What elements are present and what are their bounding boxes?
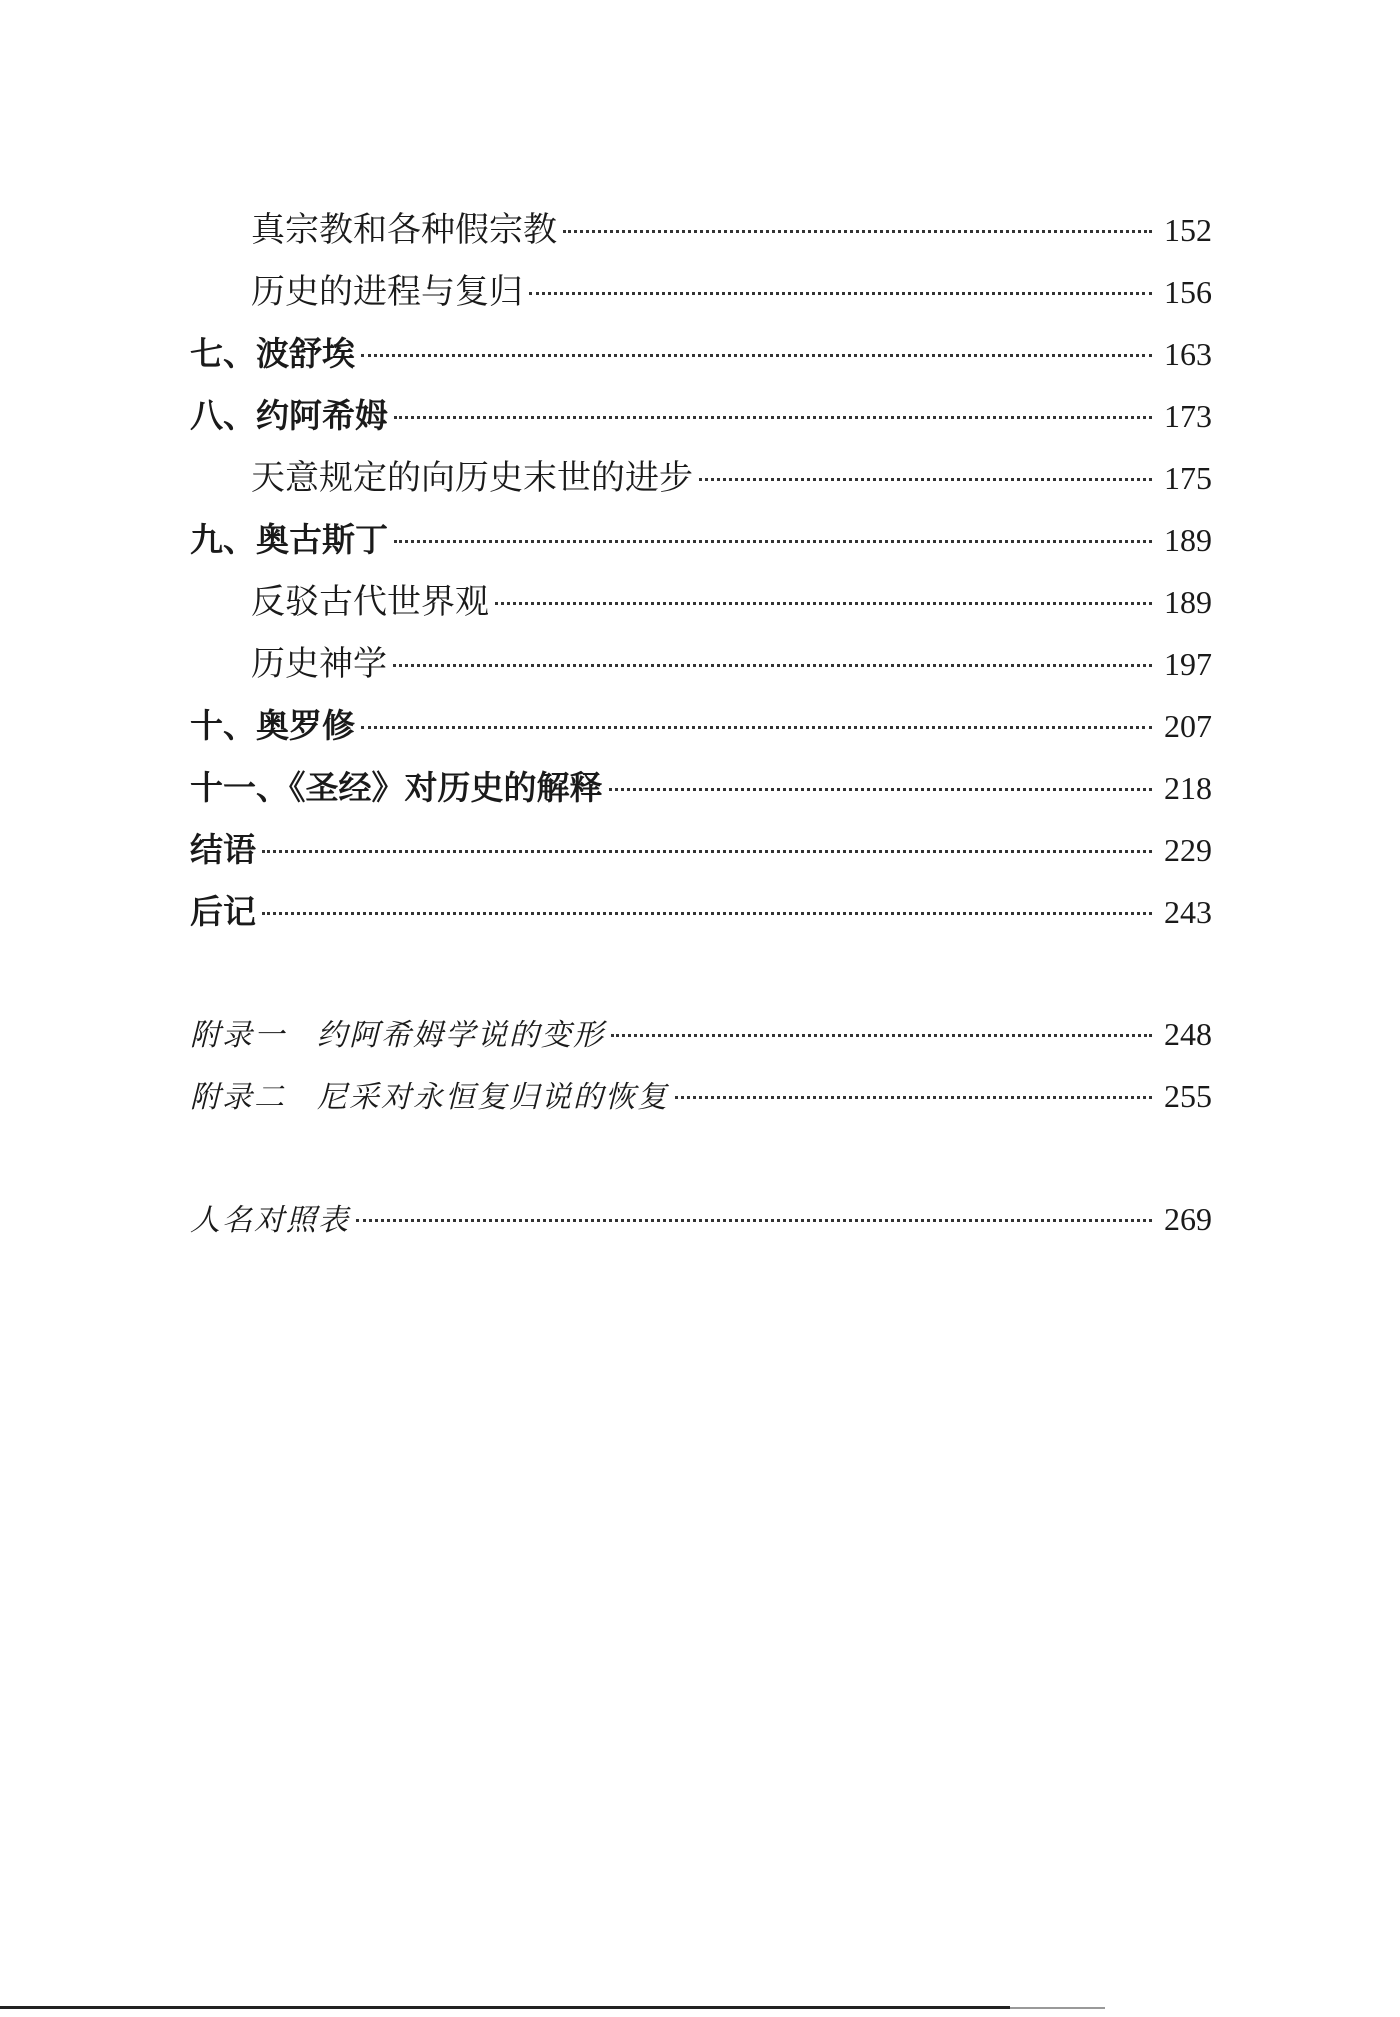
toc-main-list	[190, 199, 1212, 943]
dot-leader	[361, 354, 1152, 357]
toc-entry-page: 218	[1164, 770, 1212, 806]
toc-entry-title: 后记	[190, 892, 256, 931]
toc-entry-page: 243	[1164, 894, 1212, 930]
dot-leader	[394, 540, 1152, 543]
dot-leader	[609, 788, 1153, 791]
appendix-title: 尼采对永恒复归说的恢复	[317, 1080, 669, 1115]
toc-appendix-entry[interactable]	[190, 1003, 1212, 1065]
toc-entry-page: 248	[1164, 1016, 1212, 1052]
appendix-label: 附录二	[190, 1080, 286, 1115]
dot-leader	[611, 1034, 1152, 1037]
toc-entry[interactable]	[190, 757, 1212, 819]
dot-leader	[394, 416, 1152, 419]
toc-entry[interactable]	[190, 447, 1212, 509]
toc-appendix-list	[190, 1003, 1212, 1127]
toc-entry-title: 七、波舒埃	[190, 334, 355, 373]
toc-entry[interactable]	[190, 199, 1212, 261]
toc-entry-page: 156	[1164, 274, 1212, 310]
toc-entry-page: 207	[1164, 708, 1212, 744]
toc-entry-title: 反驳古代世界观	[251, 582, 489, 622]
toc-entry-title: 历史的进程与复归	[251, 272, 523, 312]
dot-leader	[529, 292, 1152, 295]
toc-entry-page: 189	[1164, 584, 1212, 620]
toc-index-list	[190, 1188, 1212, 1250]
toc-entry[interactable]	[190, 633, 1212, 695]
toc-entry[interactable]	[190, 261, 1212, 323]
bottom-rule	[0, 2006, 1010, 2009]
appendix-label: 附录一	[190, 1018, 286, 1053]
toc-entry-page: 163	[1164, 336, 1212, 372]
bottom-rule-tail	[1010, 2007, 1105, 2009]
toc-entry[interactable]	[190, 385, 1212, 447]
toc-entry-title: 十一、《圣经》对历史的解释	[190, 768, 603, 807]
toc-entry-title: 结语	[190, 830, 256, 869]
toc-entry[interactable]	[190, 509, 1212, 571]
toc-entry-title: 九、奥古斯丁	[190, 520, 388, 559]
toc-entry-title: 人名对照表	[190, 1203, 350, 1238]
toc-appendix-entry[interactable]	[190, 1065, 1212, 1127]
toc-entry-page: 269	[1164, 1201, 1212, 1237]
toc-entry[interactable]	[190, 881, 1212, 943]
toc-entry-page: 152	[1164, 212, 1212, 248]
dot-leader	[675, 1096, 1152, 1099]
toc-entry[interactable]	[190, 819, 1212, 881]
dot-leader	[361, 726, 1152, 729]
dot-leader	[563, 230, 1152, 233]
toc-entry-title: 十、奥罗修	[190, 706, 355, 745]
toc-entry[interactable]	[190, 323, 1212, 385]
toc-entry-page: 189	[1164, 522, 1212, 558]
dot-leader	[356, 1219, 1152, 1222]
toc-entry-title: 历史神学	[251, 644, 387, 684]
toc-index-entry[interactable]	[190, 1188, 1212, 1250]
toc-entry-title: 天意规定的向历史末世的进步	[251, 458, 693, 498]
toc-entry-title: 真宗教和各种假宗教	[251, 210, 557, 250]
toc-entry-page: 197	[1164, 646, 1212, 682]
toc-entry[interactable]	[190, 695, 1212, 757]
toc-entry-page: 175	[1164, 460, 1212, 496]
toc-entry-title: 八、约阿希姆	[190, 396, 388, 435]
toc-entry-page: 173	[1164, 398, 1212, 434]
toc-entry-page: 255	[1164, 1078, 1212, 1114]
dot-leader	[495, 602, 1152, 605]
toc-entry-page: 229	[1164, 832, 1212, 868]
dot-leader	[262, 912, 1152, 915]
dot-leader	[699, 478, 1152, 481]
dot-leader	[262, 850, 1152, 853]
dot-leader	[393, 664, 1152, 667]
toc-entry[interactable]	[190, 571, 1212, 633]
appendix-title: 约阿希姆学说的变形	[317, 1018, 605, 1053]
